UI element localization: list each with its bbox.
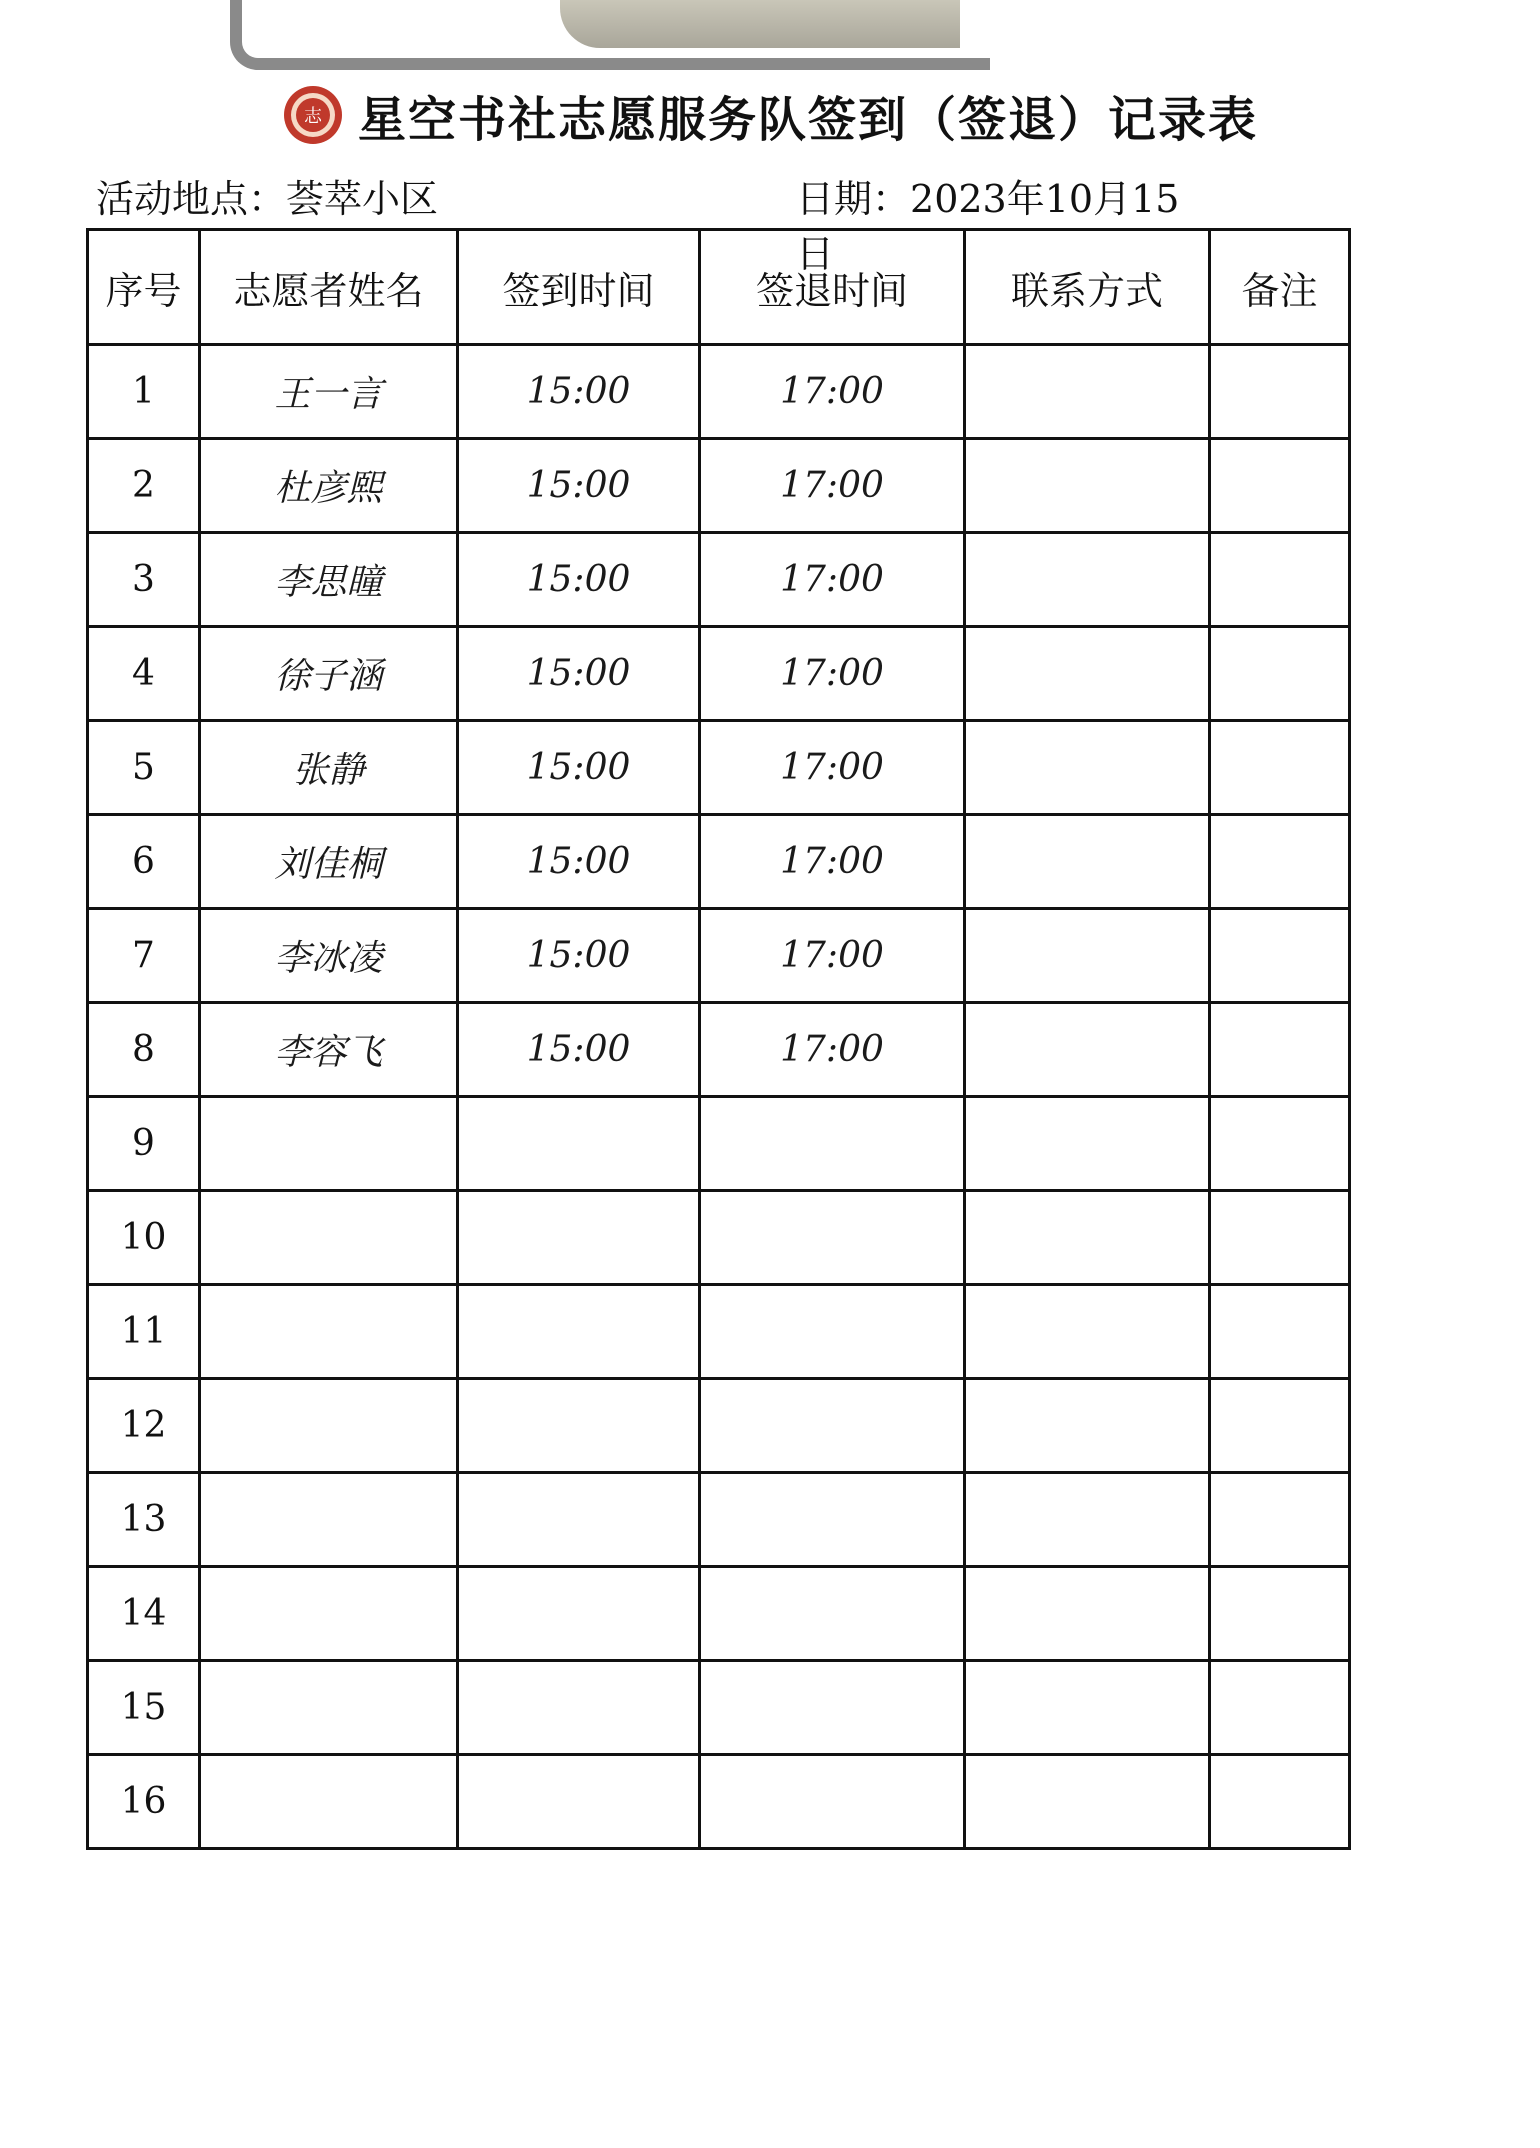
- sign-in-time-cell: [458, 1285, 700, 1379]
- header-contact: 联系方式: [965, 230, 1210, 345]
- sign-in-time-cell: [458, 1097, 700, 1191]
- note-cell: [1210, 1755, 1350, 1849]
- location-field: [96, 168, 438, 223]
- sign-in-time-cell: 15:00: [458, 721, 700, 815]
- table-row: [88, 815, 1350, 909]
- row-number: 4: [88, 627, 200, 721]
- sign-out-time-cell: [700, 1661, 965, 1755]
- volunteer-name-cell: 刘佳桐: [200, 815, 458, 909]
- contact-cell: [965, 439, 1210, 533]
- sign-out-time-cell: 17:00: [700, 909, 965, 1003]
- volunteer-name-cell: [200, 1097, 458, 1191]
- sign-out-time-cell: [700, 1473, 965, 1567]
- date-label: 日期：: [796, 177, 911, 221]
- note-cell: [1210, 1097, 1350, 1191]
- table-row: [88, 1661, 1350, 1755]
- row-number: 15: [88, 1661, 200, 1755]
- sign-out-time-cell: [700, 1285, 965, 1379]
- table-row: [88, 1567, 1350, 1661]
- volunteer-name-cell: 李思瞳: [200, 533, 458, 627]
- note-cell: [1210, 815, 1350, 909]
- contact-cell: [965, 533, 1210, 627]
- contact-cell: [965, 1567, 1210, 1661]
- table-row: [88, 1097, 1350, 1191]
- table-row: [88, 1379, 1350, 1473]
- row-number: 5: [88, 721, 200, 815]
- sign-out-time-cell: [700, 1097, 965, 1191]
- table-row: [88, 533, 1350, 627]
- row-number: 8: [88, 1003, 200, 1097]
- table-row: [88, 439, 1350, 533]
- volunteer-name-cell: [200, 1661, 458, 1755]
- volunteer-emblem-icon: [282, 84, 344, 146]
- sign-out-time-cell: [700, 1379, 965, 1473]
- table-row: [88, 1755, 1350, 1849]
- emblem-text: 志: [303, 106, 322, 127]
- sign-out-time-cell: 17:00: [700, 815, 965, 909]
- row-number: 1: [88, 345, 200, 439]
- volunteer-name-cell: 杜彦熙: [200, 439, 458, 533]
- table-row: [88, 1285, 1350, 1379]
- volunteer-name-cell: [200, 1567, 458, 1661]
- volunteer-name-cell: [200, 1285, 458, 1379]
- row-number: 6: [88, 815, 200, 909]
- header-no: 序号: [88, 230, 200, 345]
- sign-in-time-cell: 15:00: [458, 1003, 700, 1097]
- sign-in-time-cell: 15:00: [458, 815, 700, 909]
- row-number: 11: [88, 1285, 200, 1379]
- row-number: 13: [88, 1473, 200, 1567]
- sign-out-time-cell: 17:00: [700, 533, 965, 627]
- location-label: 活动地点：: [96, 177, 287, 221]
- volunteer-name-cell: 王一言: [200, 345, 458, 439]
- sign-out-time-cell: 17:00: [700, 345, 965, 439]
- sign-in-time-cell: [458, 1191, 700, 1285]
- sign-in-time-cell: [458, 1755, 700, 1849]
- contact-cell: [965, 1097, 1210, 1191]
- note-cell: [1210, 721, 1350, 815]
- note-cell: [1210, 909, 1350, 1003]
- header-sign-in: 签到时间: [458, 230, 700, 345]
- sign-in-time-cell: [458, 1661, 700, 1755]
- row-number: 7: [88, 909, 200, 1003]
- note-cell: [1210, 1003, 1350, 1097]
- note-cell: [1210, 1191, 1350, 1285]
- sign-out-time-cell: 17:00: [700, 627, 965, 721]
- note-cell: [1210, 1379, 1350, 1473]
- contact-cell: [965, 345, 1210, 439]
- date-value: 2023年10月15日: [796, 177, 1180, 276]
- table-row: [88, 1473, 1350, 1567]
- table-row: [88, 1191, 1350, 1285]
- sign-in-time-cell: [458, 1567, 700, 1661]
- volunteer-name-cell: 李冰凌: [200, 909, 458, 1003]
- contact-cell: [965, 1379, 1210, 1473]
- contact-cell: [965, 1755, 1210, 1849]
- sign-out-time-cell: 17:00: [700, 1003, 965, 1097]
- sign-out-time-cell: [700, 1755, 965, 1849]
- volunteer-name-cell: 李容飞: [200, 1003, 458, 1097]
- header-note: 备注: [1210, 230, 1350, 345]
- volunteer-name-cell: [200, 1191, 458, 1285]
- sign-in-time-cell: 15:00: [458, 909, 700, 1003]
- note-cell: [1210, 1473, 1350, 1567]
- row-number: 12: [88, 1379, 200, 1473]
- sign-in-time-cell: 15:00: [458, 439, 700, 533]
- contact-cell: [965, 1473, 1210, 1567]
- form-title: 星空书社志愿服务队签到（签退）记录表: [357, 91, 1258, 148]
- sign-out-time-cell: 17:00: [700, 721, 965, 815]
- form-meta: [96, 168, 1216, 276]
- table-row: [88, 909, 1350, 1003]
- contact-cell: [965, 1661, 1210, 1755]
- volunteer-name-cell: [200, 1755, 458, 1849]
- contact-cell: [965, 721, 1210, 815]
- sign-in-time-cell: [458, 1379, 700, 1473]
- sign-in-time-cell: 15:00: [458, 533, 700, 627]
- sign-in-table: [86, 228, 1351, 1850]
- volunteer-name-cell: 张静: [200, 721, 458, 815]
- sign-in-time-cell: [458, 1473, 700, 1567]
- location-value: 荟萃小区: [286, 177, 439, 221]
- table-row: [88, 627, 1350, 721]
- table-header-row: [88, 230, 1350, 345]
- table-row: [88, 721, 1350, 815]
- volunteer-name-cell: 徐子涵: [200, 627, 458, 721]
- row-number: 9: [88, 1097, 200, 1191]
- volunteer-name-cell: [200, 1379, 458, 1473]
- note-cell: [1210, 345, 1350, 439]
- table-row: [88, 1003, 1350, 1097]
- contact-cell: [965, 815, 1210, 909]
- table-row: [88, 345, 1350, 439]
- row-number: 3: [88, 533, 200, 627]
- volunteer-name-cell: [200, 1473, 458, 1567]
- contact-cell: [965, 909, 1210, 1003]
- contact-cell: [965, 627, 1210, 721]
- contact-cell: [965, 1191, 1210, 1285]
- note-cell: [1210, 1661, 1350, 1755]
- row-number: 10: [88, 1191, 200, 1285]
- form-header: [0, 80, 1540, 150]
- row-number: 2: [88, 439, 200, 533]
- header-sign-out: 签退时间: [700, 230, 965, 345]
- binder-clip-plate: [560, 0, 960, 48]
- note-cell: [1210, 627, 1350, 721]
- sign-out-time-cell: 17:00: [700, 439, 965, 533]
- sign-in-time-cell: 15:00: [458, 627, 700, 721]
- sign-out-time-cell: [700, 1191, 965, 1285]
- sign-out-time-cell: [700, 1567, 965, 1661]
- header-name: 志愿者姓名: [200, 230, 458, 345]
- note-cell: [1210, 1285, 1350, 1379]
- note-cell: [1210, 439, 1350, 533]
- sign-in-time-cell: 15:00: [458, 345, 700, 439]
- binder-clip-icon: [230, 0, 990, 75]
- row-number: 16: [88, 1755, 200, 1849]
- note-cell: [1210, 1567, 1350, 1661]
- contact-cell: [965, 1003, 1210, 1097]
- note-cell: [1210, 533, 1350, 627]
- contact-cell: [965, 1285, 1210, 1379]
- row-number: 14: [88, 1567, 200, 1661]
